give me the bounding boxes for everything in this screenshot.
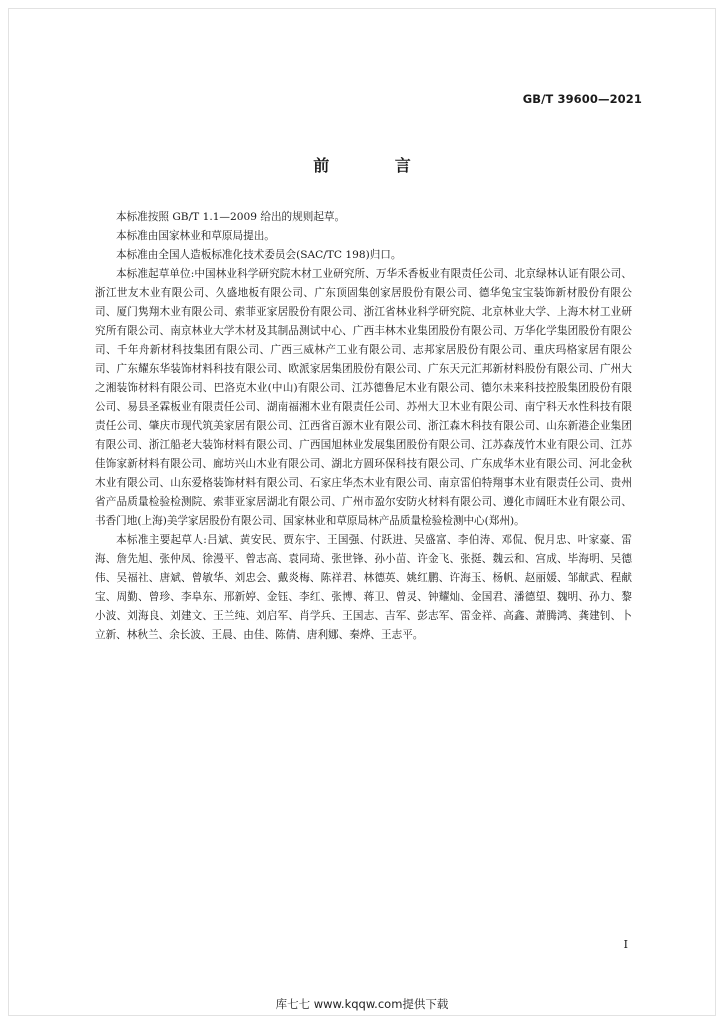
document-body [95, 208, 632, 645]
page-title: 前 言 [313, 156, 441, 175]
paragraph-drafters: 本标准主要起草人:吕斌、黄安民、贾东宇、王国强、付跃进、吴盛富、李伯涛、邓侃、倪月忠、叶家豪、雷海、詹先旭、张仲凤、徐漫平、曾志高、袁同琦、张世锋、孙小苗、许金飞、张挺、魏云和、宫成、毕海明、吴德伟、吴福社、唐斌、曾敏华、刘忠会、戴炎梅、陈祥君、林德英、姚红鹏、许海玉、杨帆、赵丽媛、邹献武、程献宝、周勤、曾珍、李阜东、邢新婷、金钰、李红、张博、蒋卫、曾灵、钟耀灿、金国君、潘德望、魏明、孙力、黎小波、刘海良、刘建文、王兰纯、刘启军、肖学兵、王国志、吉军、彭志军、雷金祥、高鑫、萧腾鸿、龚建钊、卜立新、林秋兰、余长波、王晨、由佳、陈倩、唐利娜、秦烨、王志平。 [95, 534, 632, 641]
download-footer: 库七七 www.kqqw.com提供下载 [275, 997, 449, 1011]
standard-code: GB/T 39600—2021 [522, 92, 642, 106]
paragraph-committee: 本标准由全国人造板标准化技术委员会(SAC/TC 198)归口。 [116, 249, 402, 261]
paragraph-proposer: 本标准由国家林业和草原局提出。 [116, 230, 275, 242]
page-number: I [623, 938, 628, 951]
paragraph-drafting-rule: 本标准按照 GB/T 1.1—2009 给出的规则起草。 [116, 211, 346, 223]
paragraph-drafting-units: 本标准起草单位:中国林业科学研究院木材工业研究所、万华禾香板业有限责任公司、北京绿林认证有限公司、浙江世友木业有限公司、久盛地板有限公司、广东顶固集创家居股份有限公司、德华兔宝宝装饰新材股份有限公司、厦门隽翔木业有限公司、索菲亚家居股份有限公司、浙江省林业科学研究院、北京林业大学、上海木材工业研究所有限公司、南京林业大学木材及其制品测试中心、广西丰林木业集团股份有限公司、万华化学集团股份有限公司、千年舟新材科技集团有限公司、广西三威林产工业有限公司、志邦家居股份有限公司、重庆玛格家居有限公司、广东耀东华装饰材料科技有限公司、欧派家居集团股份有限公司、广东天元汇邦新材料股份有限公司、广州大之湘装饰材料有限公司、巴洛克木业(中山)有限公司、江苏德鲁尼木业有限公司、德尔未来科技控股集团股份有限公司、易县圣霖板业有限责任公司、湖南福湘木业有限责任公司、苏州大卫木业有限公司、南宁科天水性科技有限责任公司、肇庆市现代筑美家居有限公司、江西省百源木业有限公司、浙江森木科技有限公司、山东新港企业集团有限公司、浙江船老大装饰材料有限公司、广西国旭林业发展集团股份有限公司、江苏森茂竹木业有限公司、江苏佳饰家新材料有限公司、廊坊兴山木业有限公司、湖北方圆环保科技有限公司、广东成华木业有限公司、河北金秋木业有限公司、山东爱格装饰材料有限公司、石家庄华杰木业有限公司、南京雷伯特翔事木业有限责任公司、贵州省产品质量检验检测院、索菲亚家居湖北有限公司、广州市盈尔安防火材料有限公司、遵化市阔旺木业有限公司、书香门地(上海)美学家居股份有限公司、国家林业和草原局林产品质量检验检测中心(郑州)。 [95, 268, 632, 527]
